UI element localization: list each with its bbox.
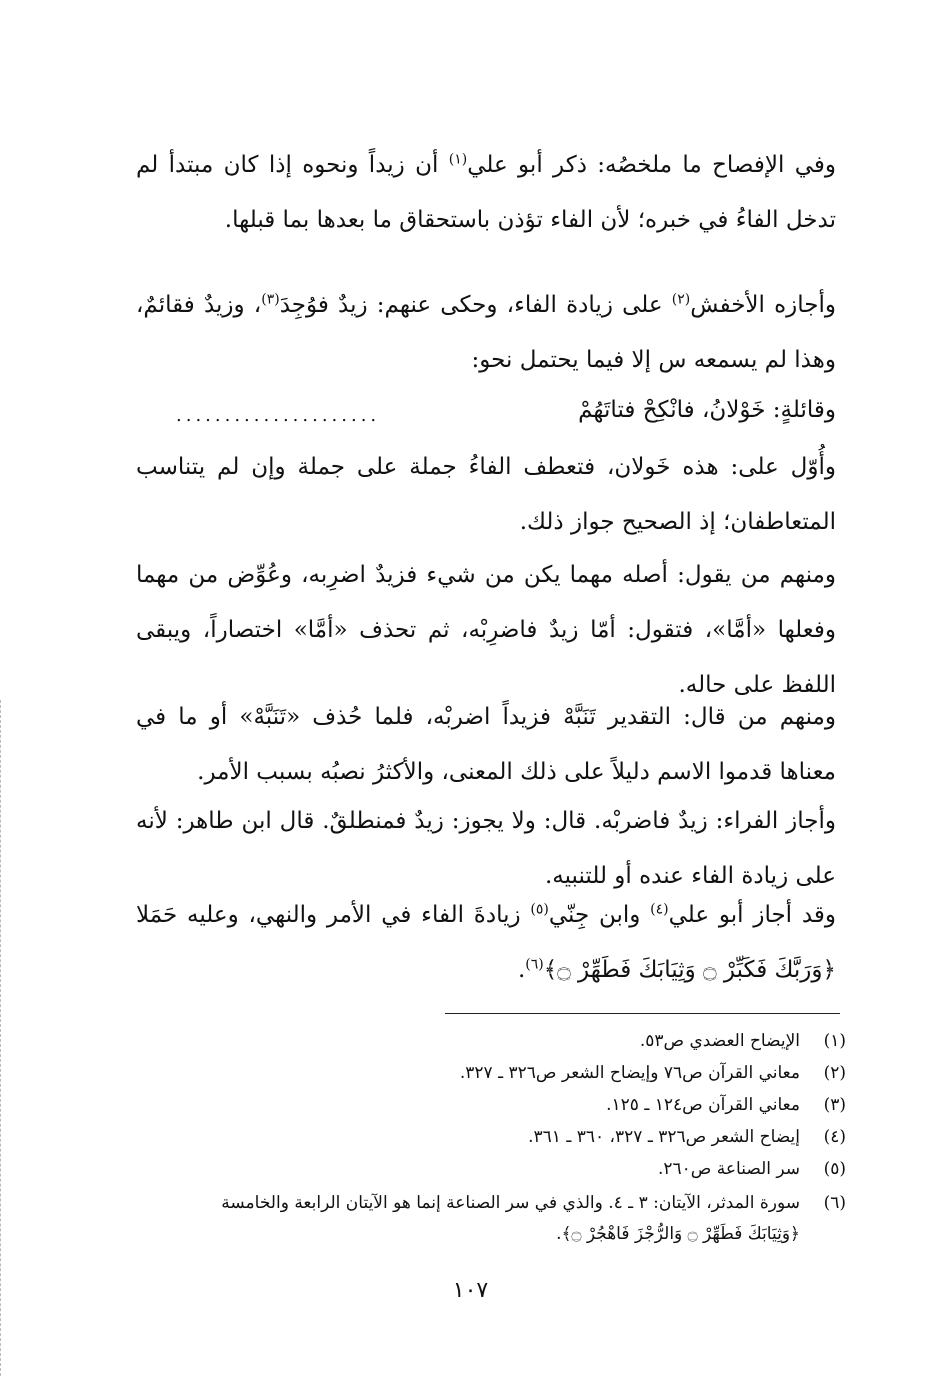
paragraph-4: ومنهم من يقول: أصله مهما يكن من شيء فزيدٌ اضرِبه، وعُوِّض من مهما وفعلها «أمَّا»، فتقول: أمّا زيدٌ فاضرِبْه، ثم تحذف «أمَّا» اختصاراً، ويبقى اللفظ على حاله.: [136, 562, 836, 698]
paragraph-1: وفي الإفصاح ما ملخصُه: ذكر أبو علي$^{(١)}$ أن زيداً ونحوه إذا كان مبتدأ لم تدخل الفاءُ في خبره؛ لأن الفاء تؤذن باستحقاق ما بعدها بما قبلها.: [136, 151, 836, 233]
footnote-ref: (٢): [671, 291, 691, 308]
footnote-ref: (٥): [530, 901, 549, 918]
footnote-separator: [445, 1013, 840, 1014]
footnote-ref: (٣): [261, 291, 280, 308]
footnote-6: (٦)سورة المدثر، الآيتان: ٣ ـ ٤. والذي في سر الصناعة إنما هو الآيتان الرابعة والخامسة ﴿وَثِيَابَكَ فَطَهِّرْ ۝ وَالرُّجْزَ فَاهْجُرْ ۝﴾.: [136, 1187, 846, 1249]
paragraph-2: وأجازه الأخفش$^{(٢)}$ على زيادة الفاء، وحكى عنهم: زيدٌ فوُجِدَ$^{(٣)}$، وزيدٌ فقائمٌ، وهذا لم يسمعه س إلا فيما يحتمل نحو:: [136, 291, 836, 373]
paragraph-7: وقد أجاز أبو علي$^{(٤)}$ وابن جِنّي$^{(٥)}$ زيادةَ الفاء في الأمر والنهي، وعليه حَمَلا ﴿وَرَبَّكَ فَكَبِّرْ ۝ وَثِيَابَكَ فَطَهِّرْ ۝﴾$^{(٦)}$.: [136, 901, 837, 983]
verse-dots: .....................: [176, 405, 381, 426]
footnote-4: (٤)إيضاح الشعر ص٣٢٦ ـ ٣٢٧، ٣٦٠ ـ ٣٦١.: [528, 1127, 846, 1147]
paragraph-3: وأُوّل على: هذه خَولان، فتعطف الفاءُ جملة على جملة وإن لم يتناسب المتعاطفان؛ إذ الصحيح جواز ذلك.: [136, 454, 836, 535]
page-edge-shadow: [0, 700, 4, 1376]
footnote-ref: (١): [448, 151, 468, 168]
footnote-3: (٣)معاني القرآن ص١٢٤ ـ ١٢٥.: [606, 1095, 846, 1115]
footnote-ref: (٦): [525, 956, 544, 973]
footnote-ref: (٤): [650, 901, 669, 918]
footnote-2: (٢)معاني القرآن ص٧٦ وإيضاح الشعر ص٣٢٦ ـ ٣٢٧.: [459, 1063, 846, 1083]
footnote-1: (١)الإيضاح العضدي ص٥٣.: [639, 1031, 846, 1051]
footnote-5: (٥)سر الصناعة ص٢٦٠.: [657, 1159, 846, 1179]
page-number: ١٠٧: [452, 1278, 489, 1303]
footnote-6-continuation: ﴿وَثِيَابَكَ فَطَهِّرْ ۝ وَالرُّجْزَ فَاهْجُرْ ۝﴾.: [556, 1224, 800, 1244]
paragraph-6: وأجاز الفراء: زيدٌ فاضربْه. قال: ولا يجوز: زيدٌ فمنطلقٌ. قال ابن طاهر: لأنه على زيادة الفاء عنده أو للتنبيه.: [136, 808, 836, 889]
verse-hemistich: وقائلةٍ: خَوْلانُ، فانْكِحْ فتاتَهُمْ: [578, 397, 836, 423]
paragraph-5: ومنهم من قال: التقدير تَنَبَّهْ فزيداً اضربْه، فلما حُذف «تَنَبَّهْ» أو ما في معناها قدموا الاسم دليلاً على ذلك المعنى، والأكثرُ نصبُه بسبب الأمر.: [136, 704, 836, 785]
poetry-verse: [136, 385, 836, 435]
